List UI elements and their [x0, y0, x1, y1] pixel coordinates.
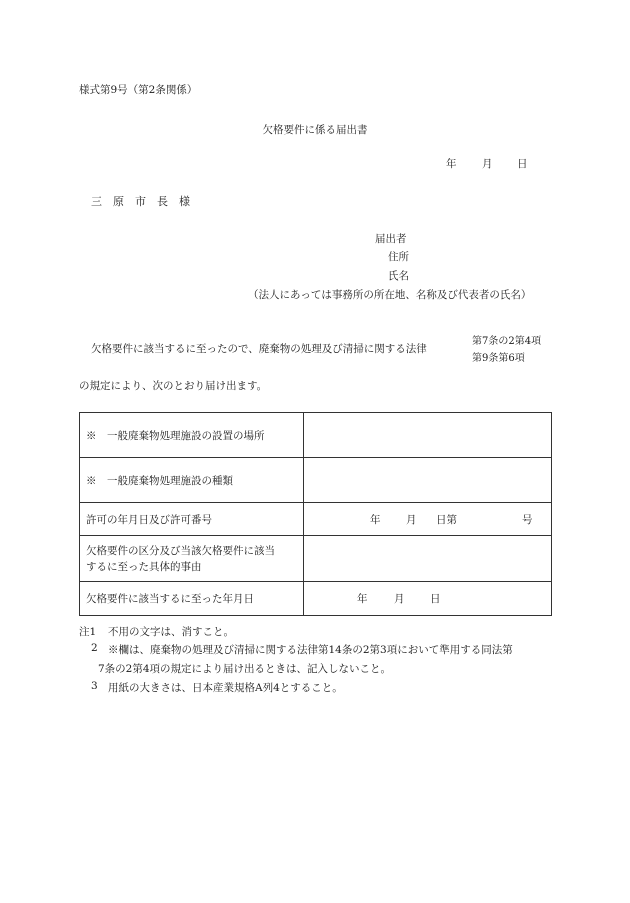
- site-location-field[interactable]: [304, 413, 552, 458]
- notifier-corp-note: （法人にあっては事務所の所在地、名称及び代表者の氏名）: [248, 289, 532, 301]
- disq-month: 月: [394, 593, 405, 605]
- disqualification-date-field[interactable]: [304, 582, 552, 616]
- note-2-line1: ※欄は、廃棄物の処理及び清掃に関する法律第14条の2第3項において準用する同法第: [108, 644, 513, 656]
- notifier-heading: 届出者: [375, 233, 407, 245]
- disqualification-date-label: 欠格要件に該当するに至った年月日: [80, 582, 304, 616]
- disq-year: 年: [357, 593, 368, 605]
- disqualification-reason-field[interactable]: [304, 536, 552, 582]
- notifier-address-label: 住所: [388, 251, 409, 263]
- disqualification-reason-label: [80, 536, 304, 582]
- addressee: 三 原 市 長 様: [91, 195, 190, 208]
- disqualification-reason-label-line2: するに至った具体的事由: [86, 560, 202, 573]
- note-2-line2: 7条の2第4項の規定により届け出るときは、記入しないこと。: [98, 663, 392, 675]
- date-month: 月: [482, 158, 493, 170]
- note-3-number: 3: [91, 680, 98, 692]
- date-year: 年: [446, 158, 457, 170]
- table-row: [80, 582, 552, 616]
- form-number: 様式第9号（第2条関係）: [79, 84, 198, 96]
- permit-year: 年: [370, 513, 381, 526]
- table-row: [80, 458, 552, 503]
- table-row: [80, 503, 552, 536]
- body-tail: の規定により、次のとおり届け出ます。: [79, 380, 268, 392]
- table-row: [80, 536, 552, 582]
- permit-number: 号: [522, 513, 533, 526]
- permit-month: 月: [406, 513, 417, 526]
- note-2-number: 2: [91, 642, 98, 654]
- facility-type-label: ※ 一般廃棄物処理施設の種類: [80, 458, 304, 503]
- disq-day: 日: [430, 593, 441, 605]
- disqualification-reason-label-line1: 欠格要件の区分及び当該欠格要件に該当: [86, 544, 275, 557]
- document-title: 欠格要件に係る届出書: [262, 124, 368, 136]
- note-1-number: 注1: [79, 626, 97, 638]
- notifier-name-label: 氏名: [388, 270, 409, 282]
- article-option-1: 第7条の2第4項: [472, 336, 542, 347]
- date-day: 日: [517, 158, 528, 170]
- site-location-label: ※ 一般廃棄物処理施設の設置の場所: [80, 413, 304, 458]
- article-option-2: 第9条第6項: [472, 353, 525, 364]
- table-row: [80, 413, 552, 458]
- permit-date-number-field[interactable]: [304, 503, 552, 536]
- permit-date-number-label: 許可の年月日及び許可番号: [80, 503, 304, 536]
- facility-type-field[interactable]: [304, 458, 552, 503]
- body-lead: 欠格要件に該当するに至ったので、廃棄物の処理及び清掃に関する法律: [91, 343, 427, 355]
- notification-table: [79, 412, 552, 616]
- permit-day: 日第: [436, 513, 457, 526]
- note-1-text: 不用の文字は、消すこと。: [108, 626, 234, 638]
- note-3-text: 用紙の大きさは、日本産業規格A列4とすること。: [108, 682, 343, 694]
